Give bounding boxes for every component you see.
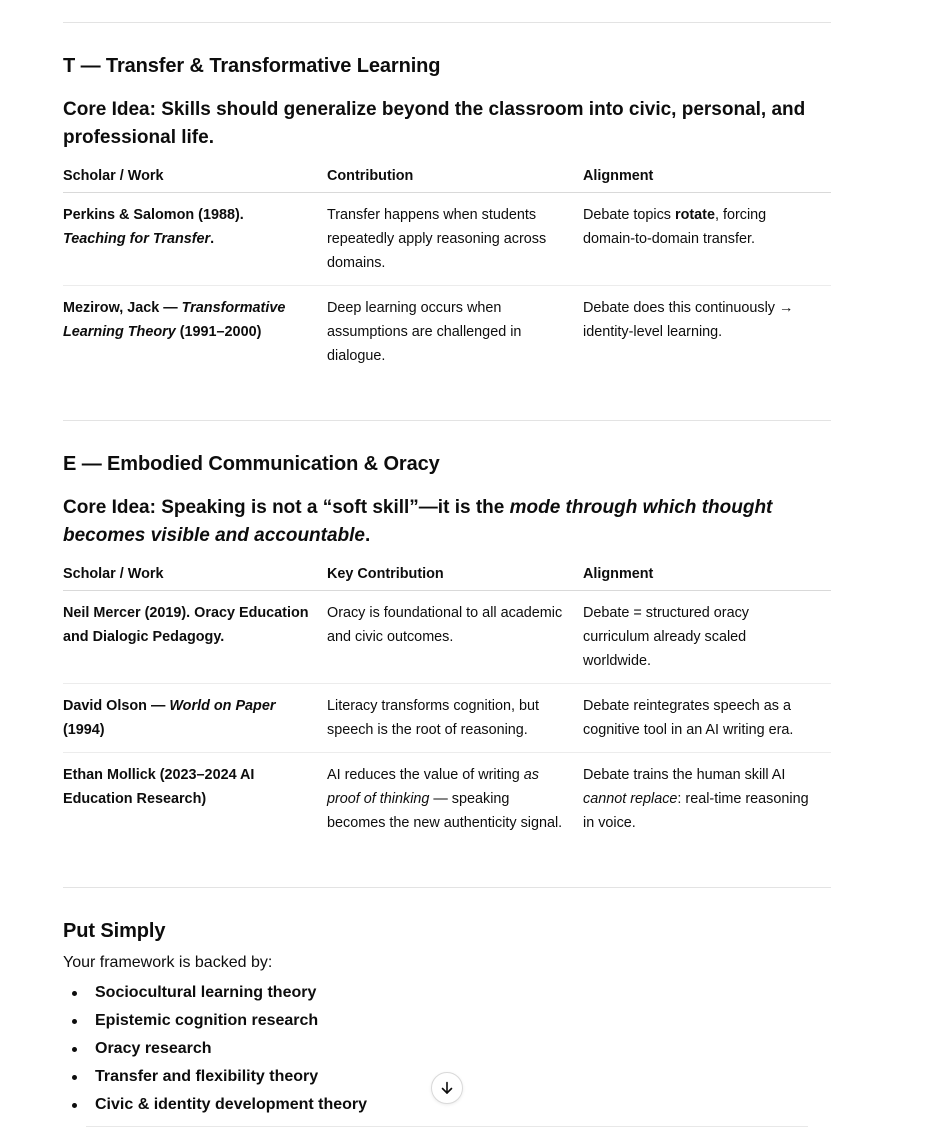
contribution-cell: Oracy is foundational to all academic and civic outcomes. <box>327 591 583 684</box>
contribution-text: — speaking becomes the new authenticity signal. <box>327 791 563 831</box>
scholar-work-title: Transformative Learning Theory <box>63 300 286 340</box>
column-header-alignment: Alignment <box>583 562 831 591</box>
arrow-down-icon <box>439 1080 455 1096</box>
list-item: Civic & identity development theory <box>63 1091 831 1119</box>
alignment-text: : real-time reasoning in voice. <box>583 791 809 831</box>
alignment-emphasis: cannot replace <box>583 791 678 807</box>
list-item: Epistemic cognition research <box>63 1007 831 1035</box>
alignment-text: Debate trains the human skill AI <box>583 767 786 783</box>
alignment-cell: Debate reintegrates speech as a cognitive tool in an AI writing era. <box>583 684 831 753</box>
core-idea-transfer: Core Idea: Skills should generalize beyond the classroom into civic, personal, and professional life. <box>63 99 806 148</box>
scholar-text: . <box>210 231 215 247</box>
column-header-alignment: Alignment <box>583 164 831 193</box>
scholar-cell <box>63 286 327 379</box>
response-content <box>63 0 831 1119</box>
oracy-scholars-table <box>63 562 831 845</box>
scholar-text: (1991–2000) <box>175 324 262 340</box>
put-simply-intro: Your framework is backed by: <box>63 954 273 971</box>
scholar-cell: Ethan Mollick (2023–2024 AI Education Research) <box>63 767 255 807</box>
column-header-key-contribution: Key Contribution <box>327 562 583 591</box>
scholar-text: (1994) <box>63 722 105 738</box>
composer-top-border <box>86 1126 808 1127</box>
alignment-text: Debate topics <box>583 207 675 223</box>
scholar-text: David Olson — <box>63 698 170 714</box>
alignment-cell <box>583 193 831 286</box>
section-heading-transfer: T — Transfer & Transformative Learning <box>63 55 441 77</box>
table-row <box>63 684 831 753</box>
contribution-text: AI reduces the value of writing <box>327 767 524 783</box>
core-idea-emphasis: mode through which thought becomes visible and accountable <box>63 497 773 546</box>
transfer-scholars-table <box>63 164 831 378</box>
contribution-emphasis: as proof of thinking <box>327 767 539 807</box>
list-item: Transfer and flexibility theory <box>63 1063 831 1091</box>
list-item: Oracy research <box>63 1035 831 1063</box>
core-idea-text: Core Idea: Speaking is not a “soft skill”—it is the <box>63 497 510 518</box>
table-header-row <box>63 562 831 591</box>
contribution-cell: Literacy transforms cognition, but speech is the root of reasoning. <box>327 684 583 753</box>
contribution-cell: Transfer happens when students repeatedly apply reasoning across domains. <box>327 193 583 286</box>
section-heading-put-simply: Put Simply <box>63 920 166 942</box>
scholar-cell: Neil Mercer (2019). Oracy Education and Dialogic Pedagogy. <box>63 591 327 684</box>
core-idea-oracy <box>63 494 831 550</box>
alignment-emphasis: rotate <box>675 207 715 223</box>
column-header-scholar: Scholar / Work <box>63 562 327 591</box>
table-row <box>63 753 831 846</box>
table-row <box>63 286 831 379</box>
scroll-to-bottom-button[interactable] <box>431 1072 463 1104</box>
scholar-work-title: Teaching for Transfer <box>63 231 211 247</box>
alignment-cell: Debate = structured oracy curriculum already scaled worldwide. <box>583 591 831 684</box>
contribution-cell: Deep learning occurs when assumptions are challenged in dialogue. <box>327 300 522 364</box>
core-idea-text: . <box>365 525 371 546</box>
section-heading-oracy: E — Embodied Communication & Oracy <box>63 453 440 475</box>
contribution-cell <box>327 753 583 846</box>
column-header-contribution: Contribution <box>327 164 583 193</box>
alignment-cell <box>583 753 831 846</box>
scholar-text: Perkins & Salomon (1988). <box>63 207 244 223</box>
table-row <box>63 591 831 684</box>
scholar-cell <box>63 684 327 753</box>
list-item: Sociocultural learning theory <box>63 979 831 1007</box>
column-header-scholar: Scholar / Work <box>63 164 327 193</box>
alignment-cell: Debate does this continuously → identity-level learning. <box>583 300 794 340</box>
scholar-text: Mezirow, Jack — <box>63 300 182 316</box>
table-header-row <box>63 164 831 193</box>
scholar-work-title: World on Paper <box>169 698 276 714</box>
scholar-cell <box>63 193 327 286</box>
table-row <box>63 193 831 286</box>
alignment-text: , forcing domain-to-domain transfer. <box>583 207 767 247</box>
